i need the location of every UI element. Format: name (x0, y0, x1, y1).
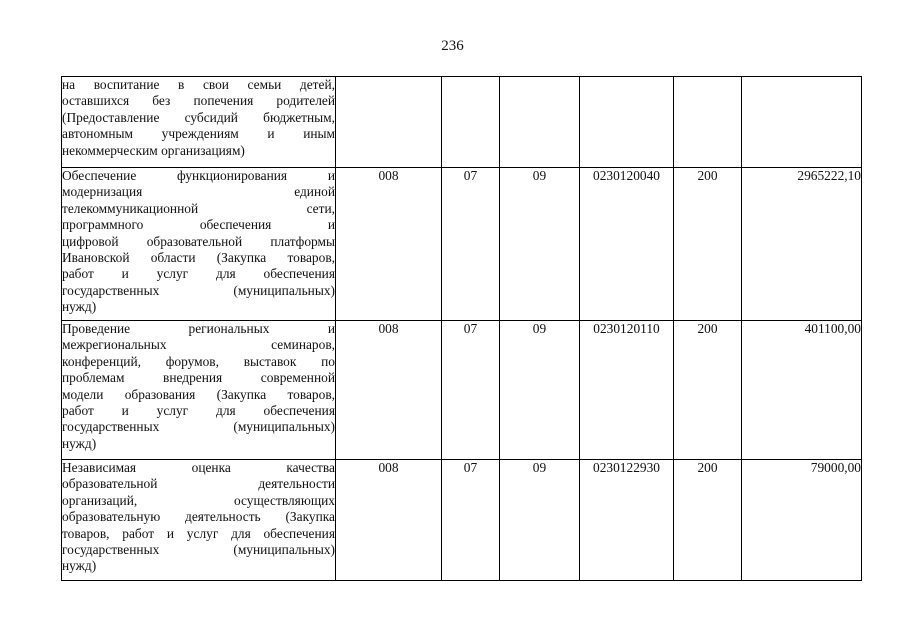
ministry-code: 008 (336, 168, 442, 321)
expense-type-code: 200 (674, 460, 742, 581)
description-line: Ивановской области (Закупка товаров, (62, 250, 335, 266)
target-article-code (580, 77, 674, 168)
amount-value: 2965222,10 (742, 168, 862, 321)
budget-table (61, 76, 862, 581)
page-number: 236 (441, 38, 464, 54)
description-line: цифровой образовательной платформы (62, 233, 335, 249)
description-line: Обеспечение функционирования и (62, 168, 335, 183)
description-line: проблемам внедрения современной (62, 370, 335, 386)
expense-description (62, 460, 336, 581)
amount-value (742, 77, 862, 168)
description-line: модернизация единой (62, 184, 335, 200)
expense-type-code (674, 77, 742, 168)
table-row (62, 77, 862, 168)
expense-description (62, 321, 336, 460)
table-row (62, 321, 862, 460)
description-line: оставшихся без попечения родителей (62, 93, 335, 109)
section-code: 07 (442, 168, 500, 321)
section-code: 07 (442, 321, 500, 460)
target-article-code: 0230120110 (580, 321, 674, 460)
description-line: образовательной деятельности (62, 476, 335, 492)
description-line: на воспитание в свои семьи детей, (62, 77, 335, 92)
amount-value: 401100,00 (742, 321, 862, 460)
description-line: межрегиональных семинаров, (62, 337, 335, 353)
section-code (442, 77, 500, 168)
description-line: работ и услуг для обеспечения (62, 266, 335, 282)
description-line: конференций, форумов, выставок по (62, 353, 335, 369)
description-line: некоммерческим организациям) (62, 142, 245, 158)
description-line: государственных (муниципальных) (62, 542, 335, 558)
description-line: Проведение региональных и (62, 321, 335, 336)
description-line: автономным учреждениям и иным (62, 126, 335, 142)
subsection-code: 09 (500, 168, 580, 321)
description-line: государственных (муниципальных) (62, 282, 335, 298)
description-line: организаций, осуществляющих (62, 492, 335, 508)
description-line: Независимая оценка качества (62, 460, 335, 475)
expense-description (62, 77, 336, 168)
expense-type-code: 200 (674, 168, 742, 321)
description-line: образовательную деятельность (Закупка (62, 509, 335, 525)
section-code: 07 (442, 460, 500, 581)
table-body (62, 77, 862, 581)
description-line: нужд) (62, 558, 97, 574)
target-article-code: 0230122930 (580, 460, 674, 581)
description-line: работ и услуг для обеспечения (62, 403, 335, 419)
description-line: государственных (муниципальных) (62, 419, 335, 435)
description-line: нужд) (62, 299, 97, 315)
ministry-code (336, 77, 442, 168)
ministry-code: 008 (336, 460, 442, 581)
description-line: товаров, работ и услуг для обеспечения (62, 525, 335, 541)
amount-value: 79000,00 (742, 460, 862, 581)
expense-description (62, 168, 336, 321)
description-line: нужд) (62, 435, 97, 451)
table-row (62, 168, 862, 321)
expense-type-code: 200 (674, 321, 742, 460)
subsection-code: 09 (500, 460, 580, 581)
subsection-code: 09 (500, 321, 580, 460)
target-article-code: 0230120040 (580, 168, 674, 321)
description-line: программного обеспечения и (62, 217, 335, 233)
description-line: (Предоставление субсидий бюджетным, (62, 109, 335, 125)
table-row (62, 460, 862, 581)
ministry-code: 008 (336, 321, 442, 460)
subsection-code (500, 77, 580, 168)
description-line: модели образования (Закупка товаров, (62, 386, 335, 402)
description-line: телекоммуникационной сети, (62, 200, 335, 216)
